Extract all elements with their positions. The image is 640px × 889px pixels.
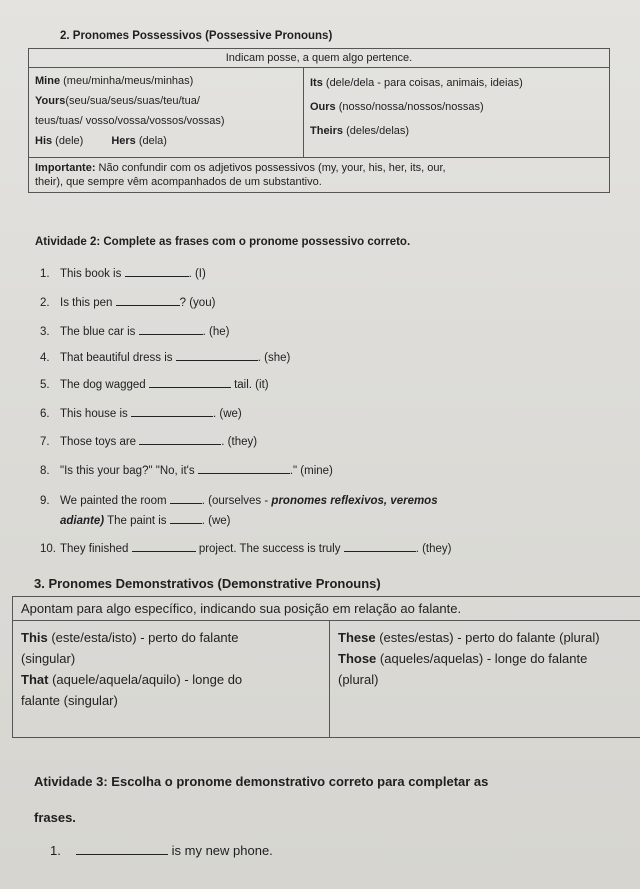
possessive-table-header: Indicam posse, a quem algo pertence. <box>29 49 610 68</box>
pronoun-theirs: Theirs (deles/delas) <box>310 125 410 137</box>
pronoun-yours-cont: teus/tuas/ vosso/vossa/vossos/vossas) <box>35 115 225 127</box>
pronoun-yours: Yours(seu/sua/seus/suas/teu/tua/ <box>35 95 200 107</box>
demonstrative-table <box>12 596 640 738</box>
demonstrative-table-header: Apontam para algo específico, indicando sua posição em relação ao falante. <box>13 597 640 621</box>
answer-blank[interactable] <box>132 541 196 552</box>
answer-blank[interactable] <box>139 324 203 335</box>
pronoun-ours: Ours (nosso/nossa/nossos/nossas) <box>310 101 484 113</box>
possessive-table <box>28 48 610 193</box>
answer-blank[interactable] <box>198 463 290 474</box>
activity3-title-cont: frases. <box>34 810 76 825</box>
answer-blank[interactable] <box>139 434 221 445</box>
answer-blank[interactable] <box>76 844 168 855</box>
possessive-right-cell <box>304 68 610 158</box>
pronoun-mine: Mine (meu/minha/meus/minhas) <box>35 75 194 87</box>
activity2-item-9: 9. We painted the room . (ourselves - pronomes reflexivos, veremos adiante) The paint is . (we) <box>40 495 438 527</box>
activity2-item-4: 4. That beautiful dress is . (she) <box>40 352 291 364</box>
answer-blank[interactable] <box>125 266 189 277</box>
pronoun-that: That (aquele/aquela/aquilo) - longe do <box>21 672 243 687</box>
pronoun-those: Those (aqueles/aquelas) - longe do falante <box>338 651 588 666</box>
answer-blank[interactable] <box>131 406 213 417</box>
pronoun-his-hers: His (dele) Hers (dela) <box>35 135 167 147</box>
demonstrative-left-cell <box>13 621 330 738</box>
pronoun-these: These (estes/estas) - perto do falante (plural) <box>338 630 600 645</box>
demonstrative-right-cell <box>330 621 640 738</box>
answer-blank[interactable] <box>149 377 231 388</box>
section2-title: 2. Pronomes Possessivos (Possessive Pronouns) <box>60 30 333 42</box>
pronoun-its: Its (dele/dela - para coisas, animais, ideias) <box>310 77 523 89</box>
pronoun-this-singular: (singular) <box>21 651 76 666</box>
possessive-left-cell <box>29 68 304 158</box>
activity2-item-2: 2. Is this pen ? (you) <box>40 297 216 309</box>
activity2-item-6: 6. This house is . (we) <box>40 408 242 420</box>
answer-blank[interactable] <box>116 295 180 306</box>
activity3-item-1: 1. is my new phone. <box>50 843 273 858</box>
answer-blank[interactable] <box>170 513 202 524</box>
activity2-title: Atividade 2: Complete as frases com o pronome possessivo correto. <box>35 236 411 248</box>
activity2-item-3: 3. The blue car is . (he) <box>40 326 230 338</box>
pronoun-that-cont: falante (singular) <box>21 693 118 708</box>
activity3-title: Atividade 3: Escolha o pronome demonstrativo correto para completar as <box>34 774 489 789</box>
activity2-item-1: 1. This book is . (I) <box>40 268 206 280</box>
activity2-item-7: 7. Those toys are . (they) <box>40 436 258 448</box>
answer-blank[interactable] <box>170 493 202 504</box>
answer-blank[interactable] <box>344 541 416 552</box>
activity2-item-8: 8. "Is this your bag?" "No, it's ." (mine) <box>40 465 333 477</box>
pronoun-this: This (este/esta/isto) - perto do falante <box>21 630 239 645</box>
answer-blank[interactable] <box>176 350 258 361</box>
pronoun-those-plural: (plural) <box>338 672 379 687</box>
activity2-item-10: 10. They finished project. The success is truly . (they) <box>40 543 452 555</box>
activity2-item-5: 5. The dog wagged tail. (it) <box>40 379 269 391</box>
section3-title: 3. Pronomes Demonstrativos (Demonstrative Pronouns) <box>34 576 381 591</box>
possessive-note: Importante: Não confundir com os adjetivos possessivos (my, your, his, her, its, our, their), que sempre vêm acompanhados de um substantivo. <box>29 158 610 193</box>
